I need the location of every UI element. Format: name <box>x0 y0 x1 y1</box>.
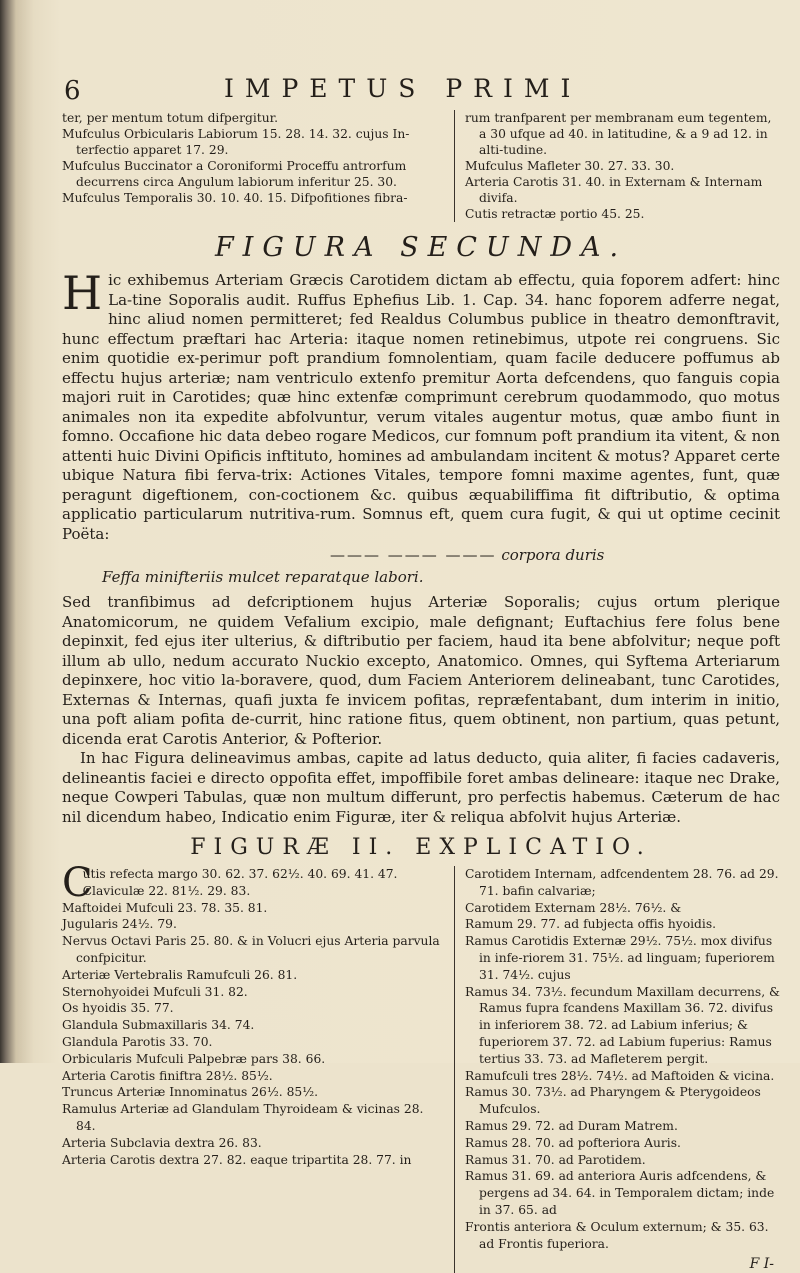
body-paragraph: In hac Figura delineavimus ambas, capite ad latus deducto, quia aliter, fi facies cadaveris, delineantis faciei e directo oppofita effet, impoffibile foret ambas delineare: itaque nec Drake, neque Cowperi Tabulas, quæ non multum differunt, pro perfectis habemus. Cæterum de hac nil dicendum habeo, Indicatio enim Figuræ, iter & reliqua abfolvit hujus Arteriæ. <box>62 749 780 826</box>
index-entry: Arteria Carotis 31. 40. in Externam & Internam divifa. <box>465 175 763 205</box>
legend-entry: Glandula Parotis 33. 70. <box>62 1034 213 1049</box>
legend-entry: Orbicularis Mufculi Palpebræ pars 38. 66. <box>62 1051 326 1066</box>
top-index-left <box>62 110 455 222</box>
legend-entry: Maftoidei Mufculi 23. 78. 35. 81. <box>62 900 268 915</box>
legend-entry: Ramulus Arteriæ ad Glandulam Thyroideam & vicinas 28. 84. <box>62 1102 424 1133</box>
paragraph-text: ic exhibemus Arteriam Græcis Carotidem dictam ab effectu, quia foporem adfert: hinc La-tine Soporalis audit. Ruffus Ephefius Lib. 1. Cap. 34. hanc foporem adferre negat, hinc aliud nomen permitteret; fed Realdus Columbus publice in theatro demonftravit, hunc effectum præftari hac Arteria: itaque nomen retinebimus, utpote rei congruens. Sic enim quotidie ex-perimur poft prandium fomnolentiam, quam facile deducere poffumus ab effectu hujus arteriæ; nam ventriculo extenfo premitur Aorta defcendens, quo fanguis copia majori ruit in Carotides; quæ hinc extenfæ comprimunt cerebrum quodammodo, quo motus animales non ita expedite abfolvuntur, verum vitales augentur motus, quæ ambo fiunt in fomno. Occafione hic data debeo rogare Medicos, cur fomnum poft prandium ita vitent, & non attenti huic Divini Opificis inftituto, homines ad ambulandam incitent & motus? Apparet certe ubique Natura fibi ferva-trix: Actiones Vitales, tempore fomni maxime agentes, funt, quæ peragunt digeftionem, con-coctionem &c. quibus æquabiliffima fit diftributio, & optima applicatio particularum nutritiva-rum. Somnus eft, quem cura fugit, & qui ut optime cecinit Poëta: <box>62 271 780 543</box>
explicatio-left <box>62 860 455 1273</box>
legend-entry: Sternohyoidei Mufculi 31. 82. <box>62 984 248 999</box>
section-heading-figura-secunda: FIGURA SECUNDA. <box>214 232 628 263</box>
legend-entry: Os hyoidis 35. 77. <box>62 1001 174 1016</box>
section-heading-explicatio: FIGURÆ II. EXPLICATIO. <box>190 835 652 860</box>
legend-entry: Jugularis 24½. 79. <box>62 917 177 932</box>
body-paragraph <box>62 266 780 544</box>
legend-text: utis refecta margo 30. 62. 37. 62½. 40. 69. 41. 47. <box>82 867 398 881</box>
legend-entry: Arteria Carotis dextra 27. 82. eaque tripartita 28. 77. in <box>62 1152 412 1167</box>
index-entry: Cutis retractæ portio 45. 25. <box>465 207 645 221</box>
catchword: F I- <box>749 1256 774 1273</box>
index-entry: Mufculus Orbicularis Labiorum 15. 28. 14. 32. cujus In-terfectio apparet 17. 29. <box>62 127 410 157</box>
explicatio-columns <box>62 860 780 1273</box>
legend-entry: Truncus Arteriæ Innominatus 26½. 85½. <box>62 1085 319 1100</box>
index-entry: Mufculus Buccinator a Coroniformi Proceffu antrorfum decurrens circa Angulum labiorum inferitur 25. 30. <box>62 159 407 189</box>
verse-dashes: ——— ——— ——— <box>330 546 497 564</box>
index-entry: rum tranfparent per membranam eum tegentem, a 30 ufque ad 40. in latitudine, & a 9 ad 12. in alti-tudine. <box>465 111 772 157</box>
index-entry: ter, per mentum totum difpergitur. <box>62 111 279 125</box>
legend-entry: Arteria Carotis finiftra 28½. 85½. <box>62 1068 273 1083</box>
legend-entry: Ramufculi tres 28½. 74½. ad Maftoiden & vicina. <box>465 1068 775 1083</box>
index-entry: Mufculus Mafleter 30. 27. 33. 30. <box>465 159 675 173</box>
running-title: IMPETUS PRIMI <box>224 74 582 103</box>
page-number: 6 <box>64 76 81 106</box>
legend-entry: Ramus 31. 69. ad anteriora Auris adfcendens, & pergens ad 34. 64. in Temporalem dictam; inde in 37. 65. ad <box>465 1169 775 1217</box>
legend-entry: Carotidem Internam, adfcendentem 28. 76. ad 29. 71. bafin calvariæ; <box>465 867 779 898</box>
verse-line <box>62 546 780 566</box>
legend-entry: Ramus 30. 73½. ad Pharyngem & Pterygoideos Mufculos. <box>465 1085 761 1117</box>
legend-entry: Frontis anteriora & Oculum externum; & 35. 63. ad Frontis fuperiora. <box>465 1219 769 1251</box>
drop-cap: C <box>62 860 93 906</box>
legend-entry: Nervus Octavi Paris 25. 80. & in Volucri ejus Arteria parvula confpicitur. <box>62 934 440 965</box>
legend-entry: Arteria Subclavia dextra 26. 83. <box>62 1135 262 1150</box>
legend-entry: Ramus 29. 72. ad Duram Matrem. <box>465 1118 678 1133</box>
legend-entry: Ramus 31. 70. ad Parotidem. <box>465 1152 646 1167</box>
page-header <box>62 68 780 110</box>
legend-entry: Ramus Carotidis Externæ 29½. 75½. mox divifus in infe-riorem 31. 75½. ad linguam; fuperiorem 31. 74½. cujus <box>465 934 775 982</box>
legend-entry: Ramus 28. 70. ad pofterіora Auris. <box>465 1135 681 1150</box>
page-content <box>62 68 780 1273</box>
verse-text: corpora duris <box>501 546 605 564</box>
top-index-columns <box>62 110 780 222</box>
index-entry: Mufculus Temporalis 30. 10. 40. 15. Difpofitiones fibra- <box>62 191 408 205</box>
legend-entry: Ramum 29. 77. ad fubjecta offis hyoidis. <box>465 917 717 932</box>
verse-line: Feffa minifteriis mulcet reparatque labori. <box>102 567 424 586</box>
body-paragraph: Sed tranfibimus ad defcriptionem hujus Arteriæ Soporalis; cujus ortum plerique Anatomicorum, ne quidem Vefalium excipio, male defignant; Euftachius fere folus bene depinxit, fed ejus iter ulterius, & diftributio per faciem, haud ita bene abfolvitur; neque poft illum ab ullo, nedum accurato Nuckio excepto, Anatomico. Omnes, qui Syftema Arteriarum depinxere, hoc vitio la-boravere, quod, dum Faciem Anteriorem delineabant, tunc Carotides, Externas & Internas, quafi juxta fe invicem pofitas, repræfentabant, dum interim in initio, una poft aliam pofita de-currit, hinc ratione fitus, quem obtinent, non partium, quas petunt, dicenda erat Carotis Anterior, & Pofterior. <box>62 593 780 748</box>
legend-entry: Glandula Submaxillaris 34. 74. <box>62 1018 255 1033</box>
top-index-right <box>455 110 780 222</box>
legend-entry: Arteriæ Vertebralis Ramufculi 26. 81. <box>62 967 298 982</box>
drop-cap: H <box>62 266 103 320</box>
explicatio-right <box>455 866 780 1273</box>
legend-entry: Carotidem Externam 28½. 76½. & <box>465 900 682 915</box>
legend-entry: Claviculæ 22. 81½. 29. 83. <box>82 883 251 898</box>
legend-entry: Ramus 34. 73½. fecundum Maxillam decurrens, & Ramus fupra fcandens Maxillam 36. 72. divifus in inferiorem 38. 72. ad Labium inferius; & fuperiorem 37. 72. ad Labium fuperius: Ramus tertius 33. 73. ad Mafleterem pergit. <box>465 984 780 1066</box>
